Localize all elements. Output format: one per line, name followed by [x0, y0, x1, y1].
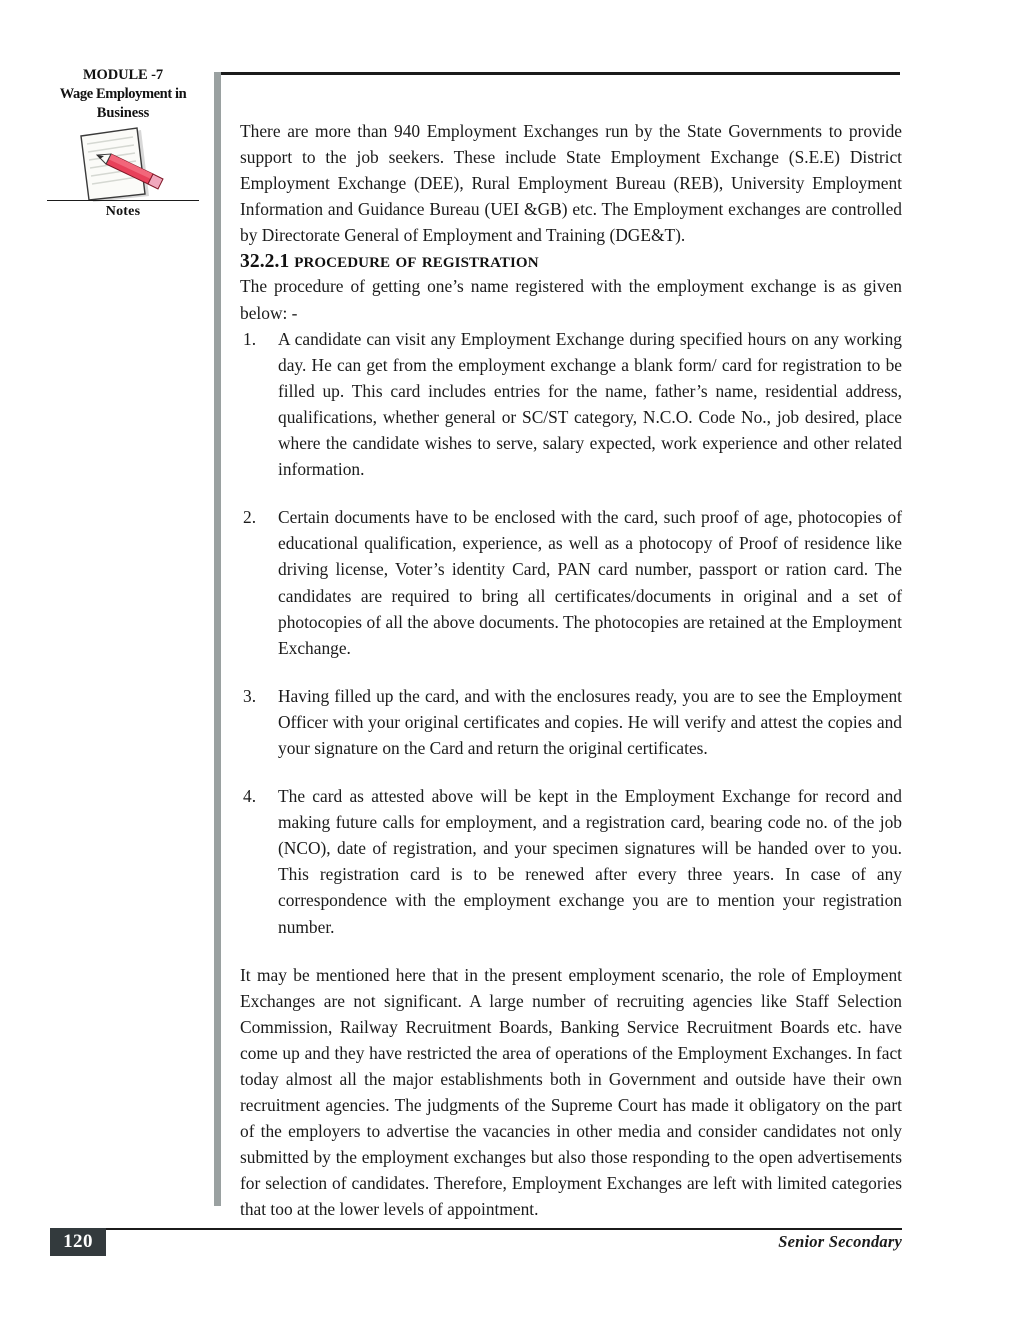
list-item-text: The card as attested above will be kept in the Employment Exchange for record and making future calls for employment, and a registration card, bearing code no. of the job (NCO), date of registration, and your specimen signatures will be handed over to you. This registration card is to be renewed after every three years. In case of any correspondence with the employment exchange you are to mention your registration number. — [278, 786, 902, 937]
notes-icon-container — [44, 126, 202, 202]
list-item-marker: 4. — [243, 786, 257, 807]
list-item — [240, 783, 902, 940]
footer-horizontal-rule — [50, 1228, 902, 1230]
list-item-text: A candidate can visit any Employment Exchange during specified hours on any working day. He can get from the employment exchange a blank form/ card for registration to be filled up. This card includes entries for the name, father’s name, residential address, qualifications, whether general or SC/ST category, N.C.O. Code No., job desired, place where the candidate wishes to serve, salary expected, work experience and other related information. — [278, 328, 902, 480]
module-number-label: MODULE -7 — [82, 67, 164, 83]
list-item — [240, 683, 902, 761]
notes-label: Notes — [105, 204, 141, 219]
list-item — [240, 326, 902, 483]
section-heading-number: 32.2.1 — [240, 251, 290, 273]
module-title-line-1: Wage Employment in — [59, 86, 187, 102]
module-margin-block — [44, 66, 202, 220]
module-title-line-2: Business — [96, 105, 150, 121]
procedure-list — [240, 326, 902, 940]
list-item-text: Having filled up the card, and with the enclosures ready, you are to see the Employment Officer with your original certificates and copies. He will verify and attest the copies and your signature on the Card and return the original certificates. — [278, 685, 902, 758]
intro-paragraph: There are more than 940 Employment Exchanges run by the State Governments to provide support to the job seekers. These include State Employment Exchange (S.E.E) District Employment Exchange (DEE), Rural Employment Bureau (REB), University Employment Information and Guidance Bureau (UEI &GB) etc. The Employment exchanges are controlled by Directorate General of Employment and Training (DGE&T). — [240, 121, 902, 246]
list-item-marker: 2. — [243, 507, 257, 528]
section-heading — [240, 248, 902, 273]
main-content-column — [240, 118, 902, 1223]
header-horizontal-rule — [221, 72, 900, 75]
lead-paragraph: The procedure of getting one’s name registered with the employment exchange is as given below: - — [240, 276, 902, 323]
list-item-marker: 1. — [243, 328, 257, 349]
notepad-with-pencil-icon — [63, 126, 183, 204]
list-item — [240, 504, 902, 661]
page-number-badge: 120 — [50, 1228, 106, 1256]
book-level-label: Senior Secondary — [778, 1232, 902, 1251]
list-item-text: Certain documents have to be enclosed with the card, such proof of age, photocopies of educational qualification, experience, as well as a photocopy of Proof of residence like driving license, Voter’s identity Card, PAN card number, passport or ration card. The candidates are required to bring all certificates/documents in original and a set of photocopies of all the above documents. The photocopies are retained at the Employment Exchange. — [278, 507, 902, 658]
notes-divider — [47, 200, 199, 201]
list-item-marker: 3. — [243, 685, 257, 706]
column-vertical-rule — [214, 72, 221, 1206]
closing-paragraph: It may be mentioned here that in the present employment scenario, the role of Employment Exchanges are not significant. A large number of recruiting agencies like Staff Selection Commission, Railway Recruitment Boards, Banking Service Recruitment Boards etc. have come up and they have restricted the area of operations of the Employment Exchanges. In fact today almost all the major establishments both in Government and outside have their own recruitment agencies. The judgments of the Supreme Court has made it obligatory on the part of the employers to advertise the vacancies in other media and consider candidates not only submitted by the employment exchanges but also those responding to the open advertisements for selection of candidates. Therefore, Employment Exchanges are left with limited categories that too at the lower levels of appointment. — [240, 964, 902, 1220]
section-heading-text: procedure of registration — [294, 248, 539, 273]
